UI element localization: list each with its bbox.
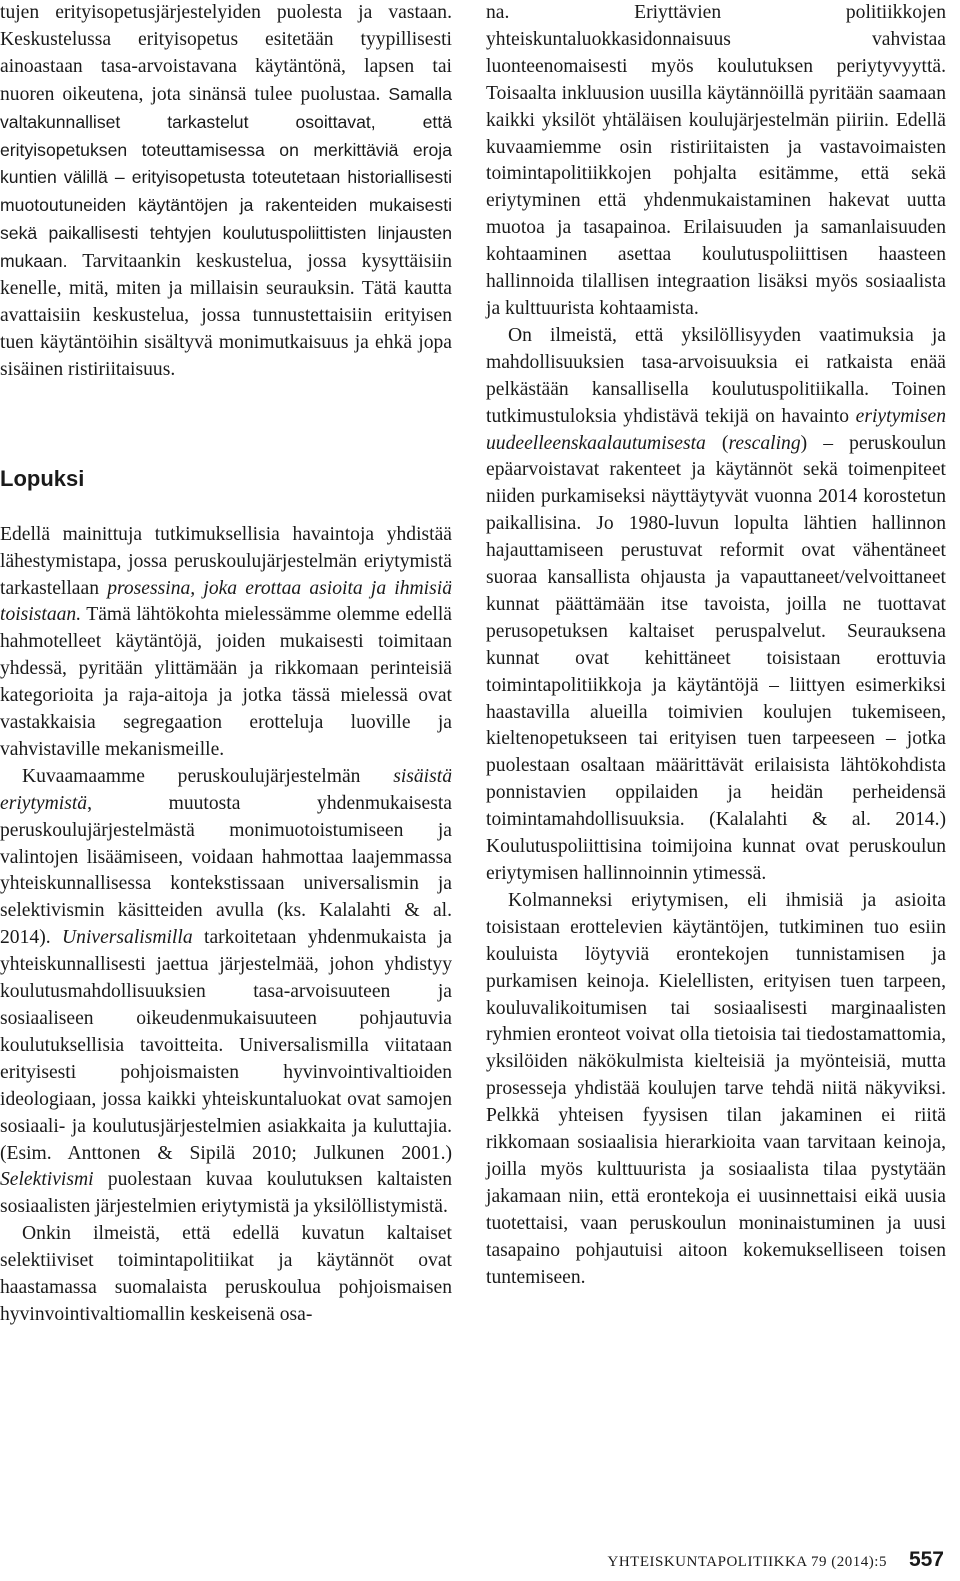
paragraph-left-3 <box>0 764 452 1221</box>
emphasis: rescaling <box>728 432 801 454</box>
paragraph-right-2 <box>486 323 946 888</box>
text-span: Tämä lähtökohta mielessämme olemme edellä hahmotelleet käytäntöjä, joiden mukaisesti toimitaan yhdessä, pyritään ylittämään ja rikkomaan perinteisiä kategorioita ja raja-aitoja ja jotka tässä mielessä ovat vastakkaisia segregaation erotteluja luoville ja vahvistaville mekanismeille. <box>0 604 452 760</box>
paragraph-right-1: na. Eriyttävien politiikkojen yhteiskuntaluokkasidonnaisuus vahvistaa luonteenomaisesti myös koulutuksen periytyvyyttä. Toisaalta inkluusion uusilla käytännöillä pyritään saamaan kaikki yksilöt yhtäläisen koulujärjestelmän piiriin. Edellä kuvaamiemme osin ristiriitaisten ja vastavoimaisten toimintapolitiikkojen pohjalta esitämme, että sekä eriytyminen että yhdenmukaistaminen hakevat uutta muotoa ja tasapainoa. Erilaisuuden ja samanlaisuuden kohtaaminen asettaa koulutuspoliittisen haasteen hallinnoida tilallisen integraation lisäksi myös sosiaalista ja kulttuurista kohtaamista. <box>486 2 946 319</box>
paragraph-left-1 <box>0 0 452 384</box>
emphasis: sisäistä eriytymistä <box>0 765 452 814</box>
text-span: tujen erityisopetusjärjestelyiden puolesta ja vastaan. Keskustelussa erityisopetus esitetään tyypillisesti ainoastaan tasa-arvoistavana käytäntönä, lapsen tai nuoren oikeutena, jota sinänsä tulee puolustaa. <box>0 2 452 105</box>
text-span-sans: Samalla valtakunnalliset tarkastelut osoittavat, että erityisopetuksen toteuttamisessa on merkittäviä eroja kuntien välillä – erityisopetusta toteutetaan historiallisesti muotoutuneiden käytäntöjen ja rakenteiden mukaisesti sekä paikallisesti tehtyjen koulutuspoliittisten linjausten mukaan. <box>0 83 452 272</box>
emphasis: eriytymisen uudeelleenskaalautumisesta <box>486 405 946 454</box>
page-footer <box>608 1548 944 1572</box>
page-number: 557 <box>908 1548 944 1571</box>
journal-name: YHTEISKUNTAPOLITIIKKA 79 (2014):5 <box>607 1554 887 1570</box>
text-span: tarkoitetaan yhdenmukaista ja yhteiskunnallisesti jaettua järjestelmää, johon yhdistyy koulutusmahdollisuuksien tasa-arvoisuuteen ja sosiaaliseen oikeudenmukaisuuteen pohjautuvia koulutuksellisia tavoitteita. Universalismilla viitataan erityisesti pohjoismaisten hyvinvointivaltioiden ideologiaan, jossa kaikki yhteiskuntaluokat ovat samojen sosiaali- ja koulutusjärjestelmien asiakkaita ja kuluttajia. (Esim. Anttonen & Sipilä 2010; Julkunen 2001.) <box>0 927 453 1164</box>
text-span: ( <box>705 432 729 454</box>
text-span: Kuvaamaamme peruskoulujärjestelmän <box>22 765 394 787</box>
text-span: , muutosta yhdenmukaisesta peruskoulujärjestelmästä monimuotoistumiseen ja valintojen lisäämiseen, voidaan hahmottaa laajemmassa yhteiskunnallisessa kontekstissaan universalismin ja selektivismin käsitteiden avulla (ks. Kalalahti & al. 2014). <box>0 792 452 949</box>
text-span: On ilmeistä, että yksilöllisyyden vaatimuksia ja mahdollisuuksien tasa-arvoisuuksia ei ratkaista enää pelkästään kansallisella koulutuspolitiikalla. Toinen tutkimustuloksia yhdistävä tekijä on havainto <box>486 324 946 427</box>
left-column <box>0 0 452 1329</box>
right-column <box>486 0 946 1292</box>
emphasis: prosessina, joka erottaa asioita ja ihmisiä toisistaan. <box>0 577 452 626</box>
paragraph-left-2 <box>0 522 452 764</box>
text-span: ) – peruskoulun epäarvoistavat rakenteet ja käytännöt sekä toimenpiteet niiden purkamiseksi näyttäytyvät vuonna 2014 korostetun paikallisina. Jo 1980-luvun lopulta lähtien hallinnon hajauttamiseen perustuvat reformit ovat vähentäneet suoraa kansallista ohjausta ja vapauttaneet/velvoittaneet kunnat päättämään itse tavoista, joilla ne tuottavat perusopetuksen kaltaiset peruspalvelut. Seurauksena kunnat ovat kehittäneet toisistaan erottuvia toimintapolitiikkoja ja käytäntöjä – liittyen esimerkiksi haastavilla alueilla toimivien koulujen tukemiseen, kieltenopetukseen tai erityisen tuen tarpeeseen – jotka puolestaan osaltaan määrittävät erilaisista lähtökohdista ponnistavien oppilaiden ja heidän perheidensä toimintamahdollisuuksia. (Kalalahti & al. 2014.) Koulutuspoliittisina toimijoina kunnat ovat peruskoulun eriytymisen hallinnoinnin ytimessä. <box>486 432 946 884</box>
emphasis: Selektivismi <box>0 1169 94 1191</box>
paragraph-right-3: Kolmanneksi eriytymisen, eli ihmisiä ja asioita toisistaan erottelevien käytäntöjen, tutkiminen tuo esiin kouluista löytyviä erontekojen tunnistamisen ja purkamisen keinoja. Kielellisten, erityisen tuen tarpeen, kouluvalikoitumisen tai sosiaalisesti marginaalisten ryhmien eronteot voivat olla tietoisia tai tiedostamattomia, yksilöiden näkökulmista kielteisiä ja myönteisiä, mutta prosesseja yhdistää koulujen tarve tehdä niitä näkyviksi. Pelkkä yhteisen fyysisen tilan jakaminen ei riitä rikkomaan sosiaalisia hierarkioita vaan tarvitaan keinoja, joilla myös kulttuurista ja sosiaalista tilaa pystytään jakamaan niin, että erontekoja ei uusinnettaisi eikä uusia tuotettaisi, vaan peruskoulun moninaistuminen ja uusi tasapaino pohjautuisi aitoon kokemukselliseen toisen tuntemiseen. <box>486 889 946 1288</box>
text-span: Edellä mainittuja tutkimuksellisia havaintoja yhdistää lähestymistapa, jossa peruskoulujärjestelmän eriytymistä tarkastellaan <box>0 523 452 599</box>
paragraph-left-4: Onkin ilmeistä, että edellä kuvatun kaltaiset selektiiviset toimintapolitiikat ja käytännöt ovat haastamassa suomalaista peruskoulua pohjoismaisen hyvinvointivaltiomallin keskeisenä osa- <box>0 1223 452 1325</box>
text-span: Tarvitaankin keskustelua, jossa kysyttäisiin kenelle, mitä, miten ja millaisin seurauksin. Tätä kautta avattaisiin keskustelua, jossa tunnustettaisiin erityisen tuen käytäntöihin sisältyvä monimutkaisuus ja ehkä jopa sisäinen ristiriitaisuus. <box>0 251 452 380</box>
section-heading: Lopuksi <box>0 465 85 491</box>
emphasis: Universalismilla <box>62 927 193 949</box>
text-span: puolestaan kuvaa koulutuksen kaltaisten sosiaalisten järjestelmien eriytymistä ja yksilöllistymistä. <box>0 1169 452 1218</box>
